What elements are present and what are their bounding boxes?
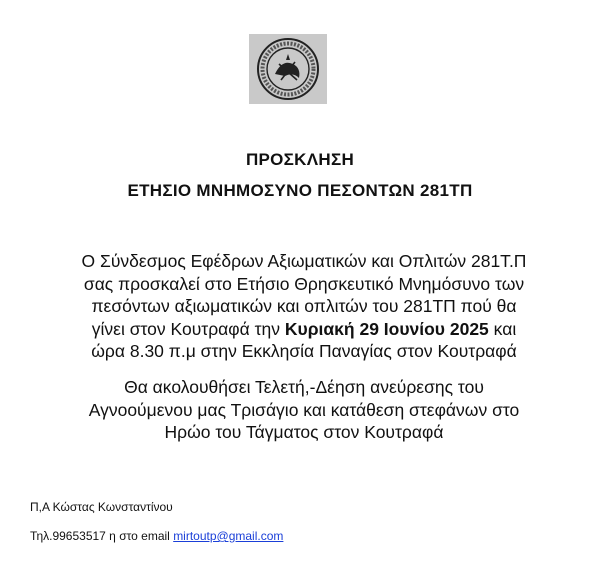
paragraph-line: Ηρώο του Τάγματος στον Κουτραφά	[164, 422, 444, 442]
association-seal-logo	[249, 34, 327, 104]
event-date: Κυριακή 29 Ιουνίου 2025	[284, 318, 489, 339]
ceremony-paragraph	[24, 376, 584, 444]
signature-name: Π,Α Κώστας Κωνσταντίνου	[30, 500, 173, 514]
paragraph-line-date	[24, 318, 584, 341]
contact-phone: Τηλ.99653517 η στο email	[30, 529, 174, 543]
paragraph-line: Αγνοούμενου μας Τρισάγιο και κατάθεση στεφάνων στο	[88, 399, 520, 420]
date-prefix: γίνει στον Κουτραφά την	[91, 318, 285, 339]
paragraph-line: σας προσκαλεί στο Ετήσιο Θρησκευτικό Μνημόσυνο των	[83, 273, 525, 294]
paragraph-line: Ο Σύνδεσμος Εφέδρων Αξιωματικών και Οπλιτών 281Τ.Π	[81, 251, 527, 271]
paragraph-line: ώρα 8.30 π.μ στην Εκκλησία Παναγίας στον Κουτραφά	[91, 341, 517, 361]
paragraph-line: πεσόντων αξιωματικών και οπλιτών του 281ΤΠ πού θα	[91, 296, 517, 316]
signature-contact	[30, 529, 283, 543]
page-title: ΠΡΟΣΚΛΗΣΗ	[245, 150, 355, 169]
date-suffix: και	[488, 318, 517, 339]
paragraph-line: Θα ακολουθήσει Τελετή,-Δέηση ανεύρεσης του	[124, 377, 484, 397]
page-subtitle: ΕΤΗΣΙΟ ΜΝΗΜΟΣΥΝΟ ΠΕΣΟΝΤΩΝ 281ΤΠ	[127, 181, 473, 200]
email-link[interactable]: mirtoutp@gmail.com	[173, 529, 284, 543]
invitation-paragraph	[24, 250, 584, 363]
